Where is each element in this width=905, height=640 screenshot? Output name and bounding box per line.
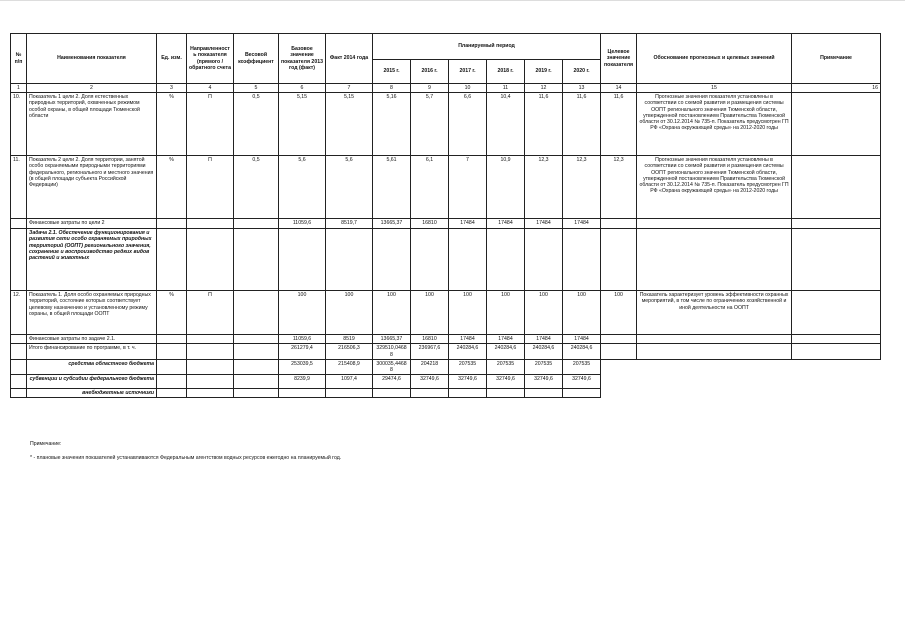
federal-fact: 1097,4 (326, 375, 373, 389)
extra-budget-row (11, 389, 881, 398)
indicator-year-value: 100 (373, 291, 411, 335)
column-number: 5 (234, 84, 279, 93)
indicator-name: Показатель 1 цели 2. Доля естественных природных территорий, охваченных режимом особой охраны, в общей площади Тюменской области (27, 93, 157, 156)
indicator-direction: П (187, 291, 234, 335)
financing-fact: 8519,7 (326, 219, 373, 229)
regional-year: 204218 (411, 359, 449, 374)
column-number: 1 (11, 84, 27, 93)
indicator-year-value: 100 (525, 291, 563, 335)
indicator-weight: 0,5 (234, 93, 279, 156)
header-base: Базовое значение показателя 2013 год (факт) (279, 34, 326, 84)
indicator-year-value: 12,3 (563, 156, 601, 219)
indicator-row-12 (11, 291, 881, 335)
page-top-edge (0, 0, 905, 1)
federal-year: 32749,6 (563, 375, 601, 389)
indicator-target: 100 (601, 291, 637, 335)
federal-base: 8239,9 (279, 375, 326, 389)
indicator-basis: Показатель характеризует уровень эффективности охранных мероприятий, в том числе по ограничению хозяйственной и иной деятельности на ООПТ (637, 291, 792, 335)
column-number: 16 (792, 84, 881, 93)
regional-year: 207535 (487, 359, 525, 374)
regional-base: 253039,5 (279, 359, 326, 374)
federal-year: 29474,6 (373, 375, 411, 389)
financing-label: Финансовые затраты по цели 2 (27, 219, 157, 229)
indicator-remark (792, 93, 881, 156)
task-label: Задача 2.1. Обеспечение функционирования и развития сети особо охраняемых природных территорий (ООПТ) регионального значения, сохранение и воспроизводство редких видов растений и животных (27, 229, 157, 291)
financing-goal2-row (11, 219, 881, 229)
column-number: 7 (326, 84, 373, 93)
indicator-fact: 100 (326, 291, 373, 335)
total-year: 236967,6 (411, 344, 449, 359)
indicator-year-value: 5,16 (373, 93, 411, 156)
federal-year: 32749,6 (411, 375, 449, 389)
header-weight: Весовой коэффициент (234, 34, 279, 84)
financing-year: 17484 (449, 219, 487, 229)
indicator-year-value: 10,9 (487, 156, 525, 219)
indicator-year-value: 5,61 (373, 156, 411, 219)
indicator-year-value: 10,4 (487, 93, 525, 156)
financing-label: Финансовые затраты по задаче 2.1. (27, 335, 157, 344)
column-number: 11 (487, 84, 525, 93)
total-year: 240284,6 (487, 344, 525, 359)
regional-year: 300035,44688 (373, 359, 411, 374)
indicator-row-10 (11, 93, 881, 156)
extra-label: внебюджетные источники (27, 389, 157, 398)
column-number: 4 (187, 84, 234, 93)
financing-year: 17484 (563, 219, 601, 229)
federal-label: субвенции и субсидии федерального бюджета (27, 375, 157, 389)
indicator-year-value: 6,1 (411, 156, 449, 219)
row-num: 10. (11, 93, 27, 156)
indicator-base: 100 (279, 291, 326, 335)
federal-year: 32749,6 (449, 375, 487, 389)
regional-year: 207535 (525, 359, 563, 374)
header-fact2014: Факт 2014 года (326, 34, 373, 84)
column-number: 12 (525, 84, 563, 93)
financing-base: 11059,6 (279, 335, 326, 344)
indicator-year-value: 12,3 (525, 156, 563, 219)
indicator-direction: П (187, 156, 234, 219)
task-row (11, 229, 881, 291)
federal-year: 32749,6 (525, 375, 563, 389)
total-base: 261279,4 (279, 344, 326, 359)
indicator-base: 5,6 (279, 156, 326, 219)
indicator-year-value: 11,6 (563, 93, 601, 156)
indicator-fact: 5,6 (326, 156, 373, 219)
indicator-year-value: 100 (411, 291, 449, 335)
column-number: 3 (157, 84, 187, 93)
column-number: 15 (637, 84, 792, 93)
notes-title: Примечание: (30, 441, 62, 447)
header-direction: Направленность показателя (прямого / обратного счета (187, 34, 234, 84)
header-year: 2020 г. (563, 60, 601, 84)
indicator-year-value: 11,6 (525, 93, 563, 156)
indicators-sheet (10, 33, 880, 398)
regional-budget-row (11, 359, 881, 374)
financing-year: 16810 (411, 335, 449, 344)
indicator-year-value: 100 (449, 291, 487, 335)
total-row (11, 344, 881, 359)
header-name: Наименования показателя (27, 34, 157, 84)
total-year: 240284,6 (449, 344, 487, 359)
indicator-row-11 (11, 156, 881, 219)
header-unit: Ед. изм. (157, 34, 187, 84)
indicator-basis: Прогнозные значения показателя установлены в соответствии со схемой развития и размещения системы ООПТ регионального значения Тюменской области, утвержденной постановлением Правительства Тюменской области от 30.12.2014 № 735-п. Показатель предусмотрен ГП РФ «Охрана окружающей среды» на 2012-2020 годы (637, 156, 792, 219)
regional-year: 207535 (449, 359, 487, 374)
financing-year: 17484 (449, 335, 487, 344)
indicator-target: 11,6 (601, 93, 637, 156)
total-label: Итого финансирование по программе, в т. ч. (27, 344, 157, 359)
indicator-remark (792, 156, 881, 219)
indicator-year-value: 100 (487, 291, 525, 335)
indicator-base: 5,15 (279, 93, 326, 156)
federal-budget-row (11, 375, 881, 389)
financing-year: 13665,37 (373, 219, 411, 229)
header-num: № п/п (11, 34, 27, 84)
header-year: 2016 г. (411, 60, 449, 84)
header-year: 2018 г. (487, 60, 525, 84)
regional-year: 207535 (563, 359, 601, 374)
indicator-name: Показатель 2 цели 2. Доля территории, занятой особо охраняемыми природными территориями федерального, регионального и местного значения (в общей площади субъекта Российской Федерации) (27, 156, 157, 219)
indicator-remark (792, 291, 881, 335)
indicator-weight: 0,5 (234, 156, 279, 219)
column-number: 10 (449, 84, 487, 93)
column-number: 6 (279, 84, 326, 93)
total-year: 240284,6 (525, 344, 563, 359)
total-fact: 216506,3 (326, 344, 373, 359)
indicator-name: Показатель 1. Доля особо охраняемых природных территорий, состояние которых соответствует целевому назначению и установленному режиму охраны, в общей площади ООПТ (27, 291, 157, 335)
column-number: 14 (601, 84, 637, 93)
column-number: 2 (27, 84, 157, 93)
federal-year: 32749,6 (487, 375, 525, 389)
header-year: 2019 г. (525, 60, 563, 84)
row-num: 11. (11, 156, 27, 219)
indicator-unit: % (157, 93, 187, 156)
indicator-unit: % (157, 156, 187, 219)
column-number: 9 (411, 84, 449, 93)
financing-base: 11059,6 (279, 219, 326, 229)
row-num: 12. (11, 291, 27, 335)
header-year: 2017 г. (449, 60, 487, 84)
total-year: 329510,04688 (373, 344, 411, 359)
regional-label: средства областного бюджета (27, 359, 157, 374)
indicator-basis: Прогнозные значения показателя установлены в соответствии со схемой развития и размещения системы ООПТ регионального значения Тюменской области, утвержденной постановлением Правительства Тюменской области от 30.12.2014 № 735-п. Показатель предусмотрен ГП РФ «Охрана окружающей среды» на 2012-2020 годы (637, 93, 792, 156)
financing-year: 17484 (525, 219, 563, 229)
indicator-target: 12,3 (601, 156, 637, 219)
indicator-weight (234, 291, 279, 335)
indicator-year-value: 5,7 (411, 93, 449, 156)
financing-year: 17484 (563, 335, 601, 344)
financing-task-row (11, 335, 881, 344)
header-basis: Обоснование прогнозных и целевых значений (637, 34, 792, 84)
financing-year: 13665,37 (373, 335, 411, 344)
financing-year: 17484 (487, 219, 525, 229)
indicator-direction: П (187, 93, 234, 156)
total-year: 240284,6 (563, 344, 601, 359)
indicators-table (10, 33, 881, 398)
column-number-row (11, 84, 881, 93)
indicator-year-value: 6,6 (449, 93, 487, 156)
indicator-fact: 5,15 (326, 93, 373, 156)
header-year: 2015 г. (373, 60, 411, 84)
indicator-year-value: 7 (449, 156, 487, 219)
indicator-unit: % (157, 291, 187, 335)
notes-text: * - плановые значения показателей устанавливаются Федеральным агентством водных ресурсов ежегодно на планируемый год. (30, 455, 342, 461)
regional-fact: 215408,9 (326, 359, 373, 374)
indicator-year-value: 100 (563, 291, 601, 335)
financing-year: 16810 (411, 219, 449, 229)
column-number: 8 (373, 84, 411, 93)
financing-fact: 8519 (326, 335, 373, 344)
header-remark: Примечание (792, 34, 881, 84)
header-planned: Планируемый период (373, 34, 601, 60)
financing-year: 17484 (525, 335, 563, 344)
financing-year: 17484 (487, 335, 525, 344)
header-target: Целевое значение показателя (601, 34, 637, 84)
column-number: 13 (563, 84, 601, 93)
